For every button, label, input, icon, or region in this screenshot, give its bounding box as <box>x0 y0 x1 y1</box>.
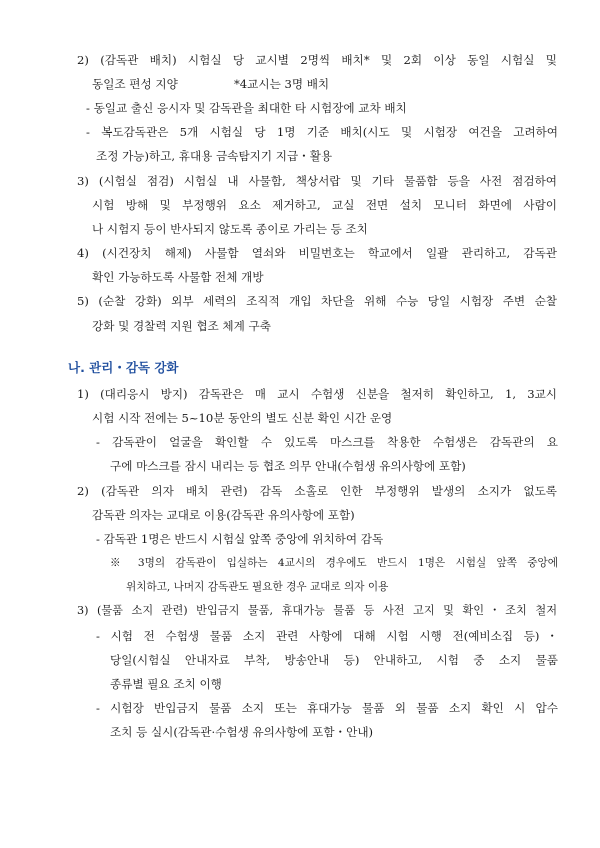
na-item-1-proxy-line1: 1) (대리응시 방지) 감독관은 매 교시 수험생 신분을 철저히 확인하고, 1, 3교시 <box>77 387 557 401</box>
item-4-locker-line2: 확인 가능하도록 사물함 전체 개방 <box>92 270 264 284</box>
na-item-2-note-line1: ※ 3명의 감독관이 입실하는 4교시의 경우에도 반드시 1명은 시험실 앞쪽 중앙에 <box>110 557 558 569</box>
item-2-placement-line1: 2) (감독관 배치) 시험실 당 교시별 2명씩 배치* 및 2회 이상 동일 시험실 및 <box>77 53 557 67</box>
item-2-placement-footnote: *4교시는 3명 배치 <box>234 77 330 91</box>
na-item-1-sub-mask-line2: 구에 마스크를 잠시 내리는 등 협조 의무 안내(수험생 유의사항에 포함) <box>110 459 466 473</box>
item-5-patrol-line2: 강화 및 경찰력 지원 협조 체계 구축 <box>92 319 271 333</box>
item-2-placement-line2: 동일조 편성 지양 <box>92 77 178 91</box>
section-heading-management: 나. 관리・감독 강화 <box>68 360 179 375</box>
na-item-1-proxy-line2: 시험 시작 전에는 5~10분 동안의 별도 신분 확인 시간 운영 <box>92 411 393 425</box>
item-2-sub-cross-placement: - 동일교 출신 응시자 및 감독관을 최대한 타 시험장에 교차 배치 <box>86 101 407 115</box>
na-item-3-sub-notice-line3: 종류별 필요 조치 이행 <box>110 677 222 691</box>
item-3-inspection-line2: 시험 방해 및 부정행위 요소 제거하고, 교실 전면 설치 모니터 화면에 사람이 <box>92 198 557 212</box>
item-3-inspection-line1: 3) (시험실 점검) 시험실 내 사물함, 책상서랍 및 기타 물품함 등을 사전 점검하여 <box>77 174 557 188</box>
na-item-3-sub-notice-line1: - 시험 전 수험생 물품 소지 관련 사항에 대해 시험 시행 전(예비소집 등)・ <box>96 629 558 643</box>
na-item-2-sub-front-center: - 감독관 1명은 반드시 시험실 앞쪽 중앙에 위치하여 감독 <box>96 532 384 546</box>
item-3-inspection-line3: 나 시험지 등이 반사되지 않도록 종이로 가리는 등 조치 <box>92 222 368 236</box>
item-5-patrol-line1: 5) (순찰 강화) 외부 세력의 조직적 개입 차단을 위해 수능 당일 시험장 주변 순찰 <box>77 294 557 308</box>
na-item-3-sub-seize-line2: 조치 등 실시(감독관·수험생 유의사항에 포함・안내) <box>110 725 374 739</box>
na-item-3-items-line1: 3) (물품 소지 관련) 반입금지 물품, 휴대가능 물품 등 사전 고지 및 확인・조치 철저 <box>77 604 557 617</box>
na-item-2-chair-line2: 감독관 의자는 교대로 이용(감독관 유의사항에 포함) <box>92 508 355 522</box>
item-2-sub-hallway-line2: 조정 가능)하고, 휴대용 금속탐지기 지급・활용 <box>96 149 333 163</box>
na-item-3-sub-seize-line1: - 시험장 반입금지 물품 소지 또는 휴대가능 물품 외 물품 소지 확인 시 압수 <box>96 701 558 715</box>
item-2-sub-hallway-line1: - 복도감독관은 5개 시험실 당 1명 기준 배치(시도 및 시험장 여건을 고려하여 <box>86 125 558 139</box>
na-item-2-chair-line1: 2) (감독관 의자 배치 관련) 감독 소홀로 인한 부정행위 발생의 소지가 없도록 <box>77 484 557 498</box>
na-item-2-note-line2: 위치하고, 나머지 감독관도 필요한 경우 교대로 의자 이용 <box>126 581 389 593</box>
na-item-3-sub-notice-line2: 당일(시험실 안내자료 부착, 방송안내 등) 안내하고, 시험 중 소지 물품 <box>110 653 558 667</box>
na-item-1-sub-mask-line1: - 감독관이 얼굴을 확인할 수 있도록 마스크를 착용한 수험생은 감독관의 요 <box>96 435 558 449</box>
item-4-locker-line1: 4) (시건장치 해제) 사물함 열쇠와 비밀번호는 학교에서 일괄 관리하고, 감독관 <box>77 246 557 260</box>
